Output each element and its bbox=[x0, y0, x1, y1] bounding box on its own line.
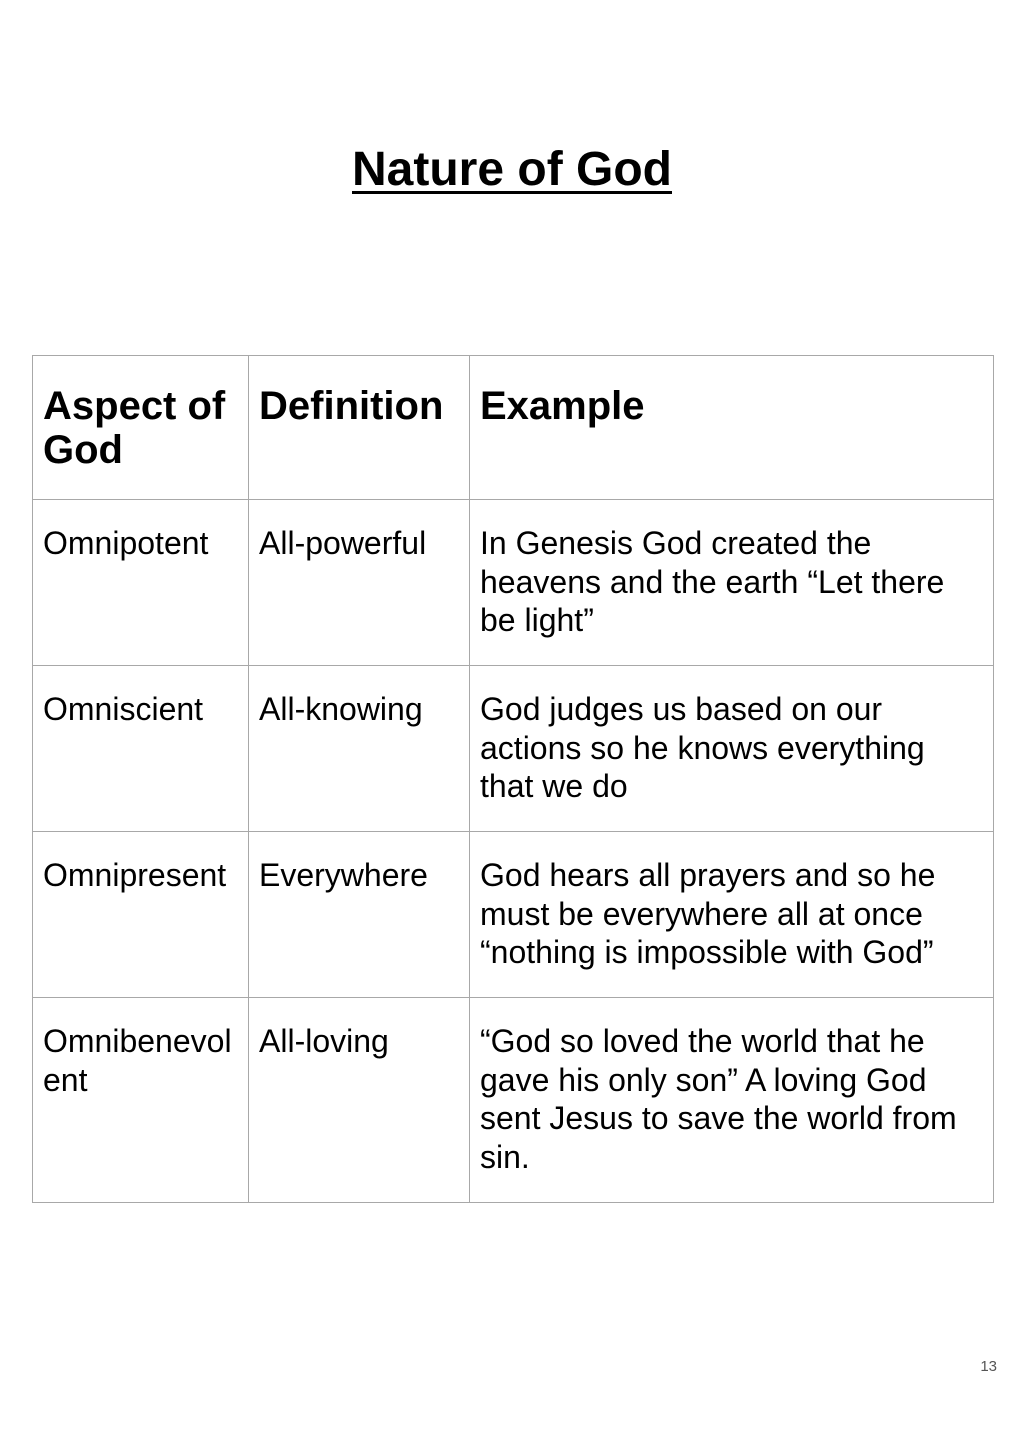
nature-of-god-table bbox=[32, 355, 994, 1203]
table-row bbox=[33, 500, 994, 666]
example-cell: “God so loved the world that he gave his only son” A loving God sent Jesus to save the world from sin. bbox=[470, 998, 994, 1203]
table-header-row bbox=[33, 356, 994, 500]
example-cell: God judges us based on our actions so he knows everything that we do bbox=[470, 666, 994, 832]
header-definition: Definition bbox=[249, 356, 470, 500]
header-example: Example bbox=[470, 356, 994, 500]
page-title: Nature of God bbox=[352, 143, 672, 196]
table-row bbox=[33, 666, 994, 832]
definition-cell: Everywhere bbox=[249, 832, 470, 998]
table-row bbox=[33, 832, 994, 998]
aspect-cell: Omnibenevolent bbox=[33, 998, 249, 1203]
definition-cell: All-loving bbox=[249, 998, 470, 1203]
definition-cell: All-knowing bbox=[249, 666, 470, 832]
aspect-cell: Omniscient bbox=[33, 666, 249, 832]
table-row bbox=[33, 998, 994, 1203]
example-cell: God hears all prayers and so he must be everywhere all at once “nothing is impossible with God” bbox=[470, 832, 994, 998]
aspect-cell: Omnipresent bbox=[33, 832, 249, 998]
header-aspect: Aspect of God bbox=[33, 356, 249, 500]
example-cell: In Genesis God created the heavens and the earth “Let there be light” bbox=[470, 500, 994, 666]
page-number: 13 bbox=[980, 1358, 997, 1375]
definition-cell: All-powerful bbox=[249, 500, 470, 666]
aspect-cell: Omnipotent bbox=[33, 500, 249, 666]
